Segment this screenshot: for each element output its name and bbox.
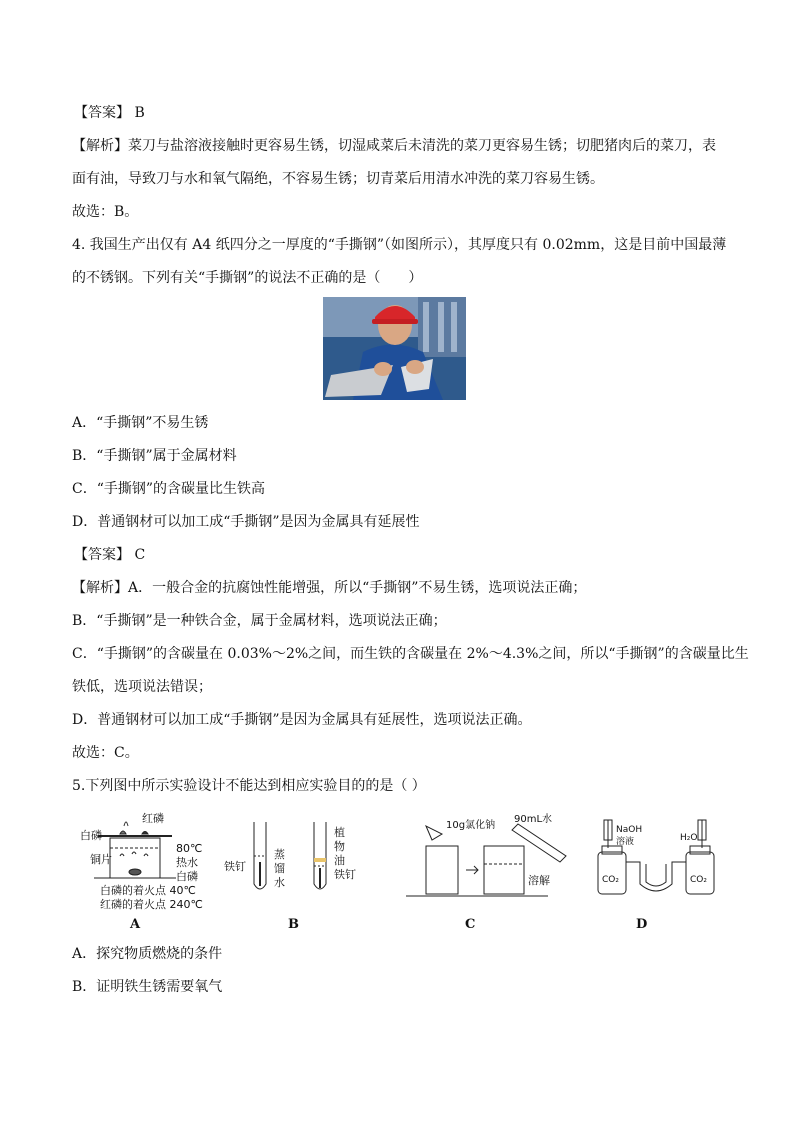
a-white-phosphorus-label: 白磷	[80, 829, 102, 842]
b-oil-char-2: 物	[334, 840, 345, 853]
a-copper-label: 铜片	[90, 853, 112, 866]
b-boiled-water-char-2: 馏	[274, 862, 285, 875]
c-salt-label: 10g氯化钠	[446, 820, 496, 831]
q4-analysis-line-2: B．“手撕钢”是一种铁合金，属于金属材料，选项说法正确；	[72, 613, 447, 629]
a-red-phosphorus-label: 红磷	[142, 812, 164, 825]
d-co2-label-2: CO₂	[690, 875, 707, 885]
q4-stem-line-2: 的不锈钢。下列有关“手撕钢”的说法不正确的是（ ）	[72, 270, 423, 286]
figure-b-label: B	[288, 917, 299, 932]
q5-option-b: B．证明铁生锈需要氧气	[72, 979, 223, 995]
b-nail-label: 铁钉	[224, 860, 246, 873]
d-solution-label: 溶液	[616, 837, 635, 847]
q4-option-a: A．“手撕钢”不易生锈	[72, 415, 209, 431]
q4-option-c: C．“手撕钢”的含碳量比生铁高	[72, 481, 266, 497]
a-white-phosphorus-label-2: 白磷	[176, 870, 198, 883]
a-hot-water-label: 热水	[176, 856, 198, 869]
c-water-label: 90mL水	[514, 814, 553, 825]
d-co2-label-1: CO₂	[602, 875, 619, 885]
d-water-label: H₂O	[680, 833, 698, 843]
q3-analysis-line-2: 面有油，导致刀与水和氧气隔绝，不容易生锈；切青菜后用清水冲洗的菜刀容易生锈。	[72, 171, 604, 187]
a-note-2: 红磷的着火点 240℃	[100, 898, 203, 911]
q4-stem-line-1: 4. 我国生产出仅有 A4 纸四分之一厚度的“手撕钢”（如图所示），其厚度只有 0.02mm，这是目前中国最薄	[72, 237, 727, 253]
q4-analysis-line-1: 【解析】A．一般合金的抗腐蚀性能增强，所以“手撕钢”不易生锈，选项说法正确；	[72, 580, 587, 596]
q3-conclusion: 故选：B。	[72, 204, 139, 220]
q4-conclusion: 故选：C。	[72, 745, 139, 761]
q5-experiment-figures	[80, 812, 720, 934]
a-note-1: 白磷的着火点 40℃	[100, 884, 196, 897]
figure-c-label: C	[465, 917, 476, 932]
b-boiled-water-char-1: 蒸	[274, 848, 285, 861]
a-temperature-label: 80℃	[176, 842, 203, 855]
worker-photo	[323, 297, 466, 400]
q3-analysis-line-1: 【解析】菜刀与盐溶液接触时更容易生锈，切湿咸菜后未清洗的菜刀更容易生锈；切肥猪肉后的菜刀，表	[72, 138, 716, 154]
q4-option-b: B．“手撕钢”属于金属材料	[72, 448, 237, 464]
q5-option-a: A．探究物质燃烧的条件	[72, 946, 223, 962]
figure-d	[598, 820, 714, 932]
figure-d-label: D	[636, 917, 648, 932]
figure-c	[406, 812, 566, 932]
b-oil-char-1: 植	[334, 826, 345, 839]
figure-a	[80, 812, 203, 932]
q3-answer: 【答案】 B	[74, 105, 145, 121]
b-boiled-water-char-3: 水	[274, 876, 285, 889]
q5-stem: 5.下列图中所示实验设计不能达到相应实验目的的是（ ）	[72, 778, 426, 794]
b-oil-char-3: 油	[334, 854, 345, 867]
figure-b	[224, 822, 356, 932]
figure-a-label: A	[130, 917, 141, 932]
q4-analysis-line-5: D．普通钢材可以加工成“手撕钢”是因为金属具有延展性，选项说法正确。	[72, 712, 532, 728]
q4-analysis-line-3: C．“手撕钢”的含碳量在 0.03%～2%之间，而生铁的含碳量在 2%～4.3%之间，所以“手撕钢”的含碳量比生	[72, 646, 749, 662]
q4-answer: 【答案】 C	[74, 547, 146, 563]
b-nail-label-2: 铁钉	[334, 868, 356, 881]
q4-option-d: D．普通钢材可以加工成“手撕钢”是因为金属具有延展性	[72, 514, 420, 530]
d-naoh-label: NaOH	[616, 825, 643, 835]
q4-analysis-line-4: 铁低，选项说法错误；	[72, 679, 212, 695]
c-dissolve-label: 溶解	[528, 874, 550, 887]
